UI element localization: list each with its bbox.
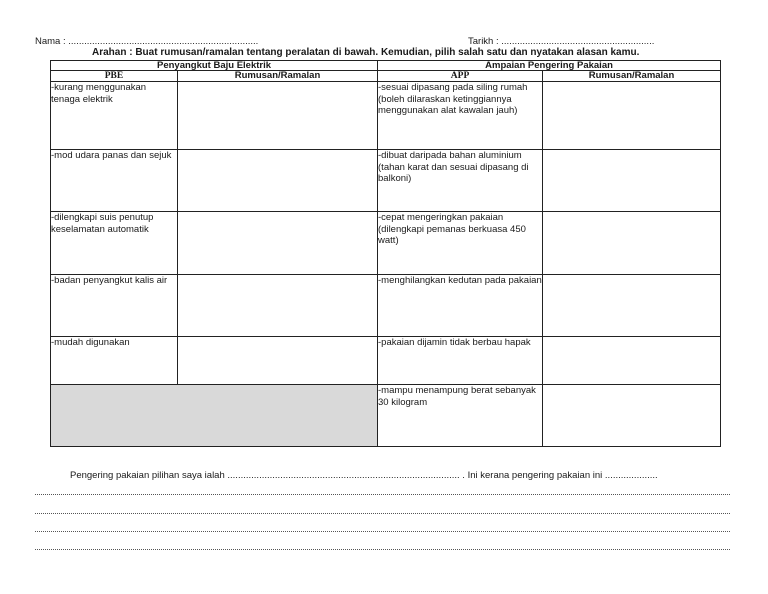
rumusan-pbe-cell[interactable] <box>178 275 378 337</box>
app-feature-cell: -mampu menampung berat sebanyak 30 kilogram <box>378 385 543 447</box>
shaded-empty-cell <box>51 385 378 447</box>
column-header-rumusan-pbe: Rumusan/Ramalan <box>178 71 378 82</box>
rumusan-app-cell[interactable] <box>543 82 721 150</box>
app-feature-cell: -cepat mengeringkan pakaian (dilengkapi pemanas berkuasa 450 watt) <box>378 212 543 275</box>
name-field[interactable]: Nama : ........................................................................ <box>35 36 259 47</box>
table-row <box>51 337 721 385</box>
rumusan-pbe-cell[interactable] <box>178 337 378 385</box>
date-field[interactable]: Tarikh : .......................................................... <box>468 36 655 47</box>
rumusan-pbe-cell[interactable] <box>178 150 378 212</box>
answer-sentence[interactable]: Pengering pakaian pilihan saya ialah ........................................................................................ . Ini kerana pengering pakaian ini .................... <box>70 470 658 481</box>
answer-line[interactable] <box>35 513 730 514</box>
table-row <box>51 275 721 337</box>
answer-line[interactable] <box>35 531 730 532</box>
rumusan-app-cell[interactable] <box>543 385 721 447</box>
app-feature-cell: -pakaian dijamin tidak berbau hapak <box>378 337 543 385</box>
pbe-feature-cell: -mod udara panas dan sejuk <box>51 150 178 212</box>
rumusan-app-cell[interactable] <box>543 337 721 385</box>
app-feature-cell: -dibuat daripada bahan aluminium (tahan karat dan sesuai dipasang di balkoni) <box>378 150 543 212</box>
table-row <box>51 212 721 275</box>
table-row <box>51 150 721 212</box>
rumusan-app-cell[interactable] <box>543 275 721 337</box>
rumusan-pbe-cell[interactable] <box>178 82 378 150</box>
column-header-pbe: PBE <box>51 71 178 82</box>
pbe-feature-cell: -badan penyangkut kalis air <box>51 275 178 337</box>
rumusan-app-cell[interactable] <box>543 212 721 275</box>
group-header-app: Ampaian Pengering Pakaian <box>378 61 721 71</box>
app-feature-cell: -menghilangkan kedutan pada pakaian <box>378 275 543 337</box>
pbe-feature-cell: -kurang menggunakan tenaga elektrik <box>51 82 178 150</box>
pbe-feature-cell: -mudah digunakan <box>51 337 178 385</box>
pbe-feature-cell: -dilengkapi suis penutup keselamatan automatik <box>51 212 178 275</box>
answer-line[interactable] <box>35 494 730 495</box>
answer-line[interactable] <box>35 549 730 550</box>
column-header-app: APP <box>378 71 543 82</box>
group-header-pbe: Penyangkut Baju Elektrik <box>51 61 378 71</box>
column-header-rumusan-app: Rumusan/Ramalan <box>543 71 721 82</box>
rumusan-pbe-cell[interactable] <box>178 212 378 275</box>
table-row <box>51 385 721 447</box>
app-feature-cell: -sesuai dipasang pada siling rumah (boleh dilaraskan ketinggiannya menggunakan alat kawalan jauh) <box>378 82 543 150</box>
rumusan-app-cell[interactable] <box>543 150 721 212</box>
instruction-text: Arahan : Buat rumusan/ramalan tentang peralatan di bawah. Kemudian, pilih salah satu dan nyatakan alasan kamu. <box>92 47 640 58</box>
table-row <box>51 82 721 150</box>
comparison-table <box>50 60 721 447</box>
